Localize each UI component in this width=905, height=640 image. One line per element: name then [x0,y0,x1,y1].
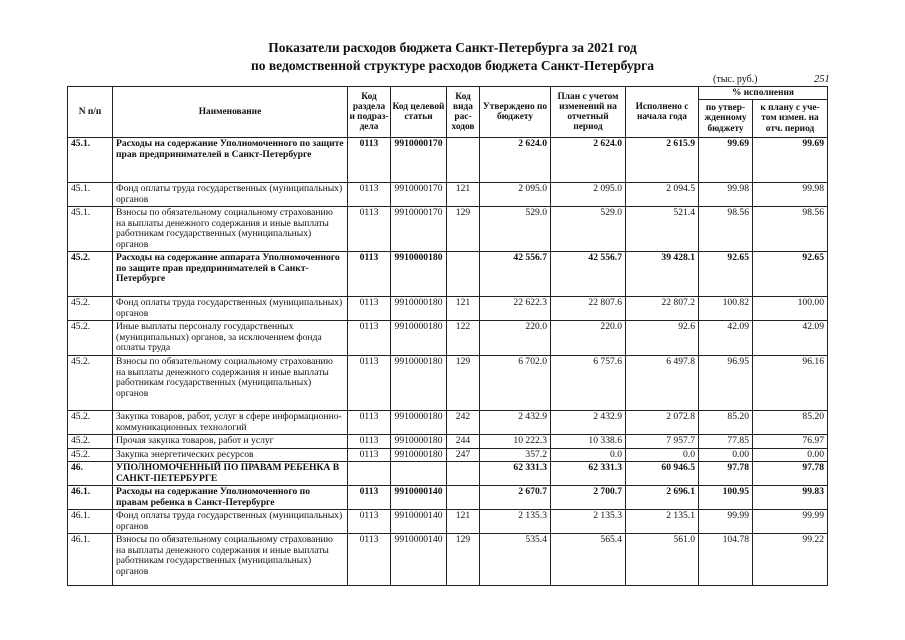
cell-target-code: 9910000180 [391,297,447,321]
page-number: 251 [814,74,830,85]
cell-pct-plan: 97.78 [753,462,828,486]
cell-section-code: 0113 [348,356,391,411]
cell-n: 45.2. [68,411,113,435]
cell-plan: 42 556.7 [551,252,626,297]
cell-pct-plan: 76.97 [753,435,828,449]
cell-type-code: 247 [447,448,480,462]
cell-name: Фонд оплаты труда государственных (муниципальных) органов [113,297,348,321]
cell-name: Иные выплаты персоналу государственных (муниципальных) органов, за исключением фонда оплаты труда [113,321,348,356]
cell-n: 45.1. [68,183,113,207]
cell-pct-budget: 42.09 [699,321,753,356]
cell-target-code: 9910000140 [391,510,447,534]
cell-pct-plan: 0.00 [753,448,828,462]
header-pct-budget: по утвер-жденному бюджету [699,100,753,138]
table-row [68,207,828,252]
cell-section-code: 0113 [348,252,391,297]
cell-executed: 0.0 [626,448,699,462]
cell-section-code: 0113 [348,297,391,321]
cell-type-code: 121 [447,183,480,207]
cell-n: 45.1. [68,207,113,252]
cell-executed: 521.4 [626,207,699,252]
cell-section-code: 0113 [348,510,391,534]
cell-section-code: 0113 [348,486,391,510]
cell-pct-budget: 99.99 [699,510,753,534]
table-body [68,138,828,586]
cell-section-code [348,462,391,486]
cell-type-code: 121 [447,297,480,321]
table-row [68,321,828,356]
cell-section-code: 0113 [348,321,391,356]
header-plan: План с учетом изменений на отчетный период [551,87,626,138]
header-target-code: Код целевой статьи [391,87,447,138]
cell-name: Взносы по обязательному социальному страхованию на выплаты денежного содержания и иные выплаты работникам государственных (муниципальных) органов [113,207,348,252]
cell-executed: 22 807.2 [626,297,699,321]
cell-plan: 2 095.0 [551,183,626,207]
header-n: N п/п [68,87,113,138]
table-row [68,411,828,435]
cell-target-code: 9910000170 [391,183,447,207]
cell-target-code: 9910000180 [391,435,447,449]
header-executed: Исполнено с начала года [626,87,699,138]
cell-n: 46.1. [68,534,113,586]
cell-approved: 42 556.7 [480,252,551,297]
cell-target-code: 9910000180 [391,411,447,435]
cell-pct-plan: 85.20 [753,411,828,435]
cell-plan: 10 338.6 [551,435,626,449]
table-row [68,297,828,321]
cell-pct-plan: 98.56 [753,207,828,252]
cell-pct-budget: 104.78 [699,534,753,586]
cell-name: Прочая закупка товаров, работ и услуг [113,435,348,449]
cell-n: 46.1. [68,486,113,510]
cell-executed: 6 497.8 [626,356,699,411]
cell-pct-budget: 96.95 [699,356,753,411]
cell-approved: 2 670.7 [480,486,551,510]
report-title: Показатели расходов бюджета Санкт-Петербурга за 2021 год [268,40,637,55]
header-type-code: Код вида рас-ходов [447,87,480,138]
cell-plan: 529.0 [551,207,626,252]
cell-name: Фонд оплаты труда государственных (муниципальных) органов [113,510,348,534]
cell-target-code: 9910000180 [391,321,447,356]
table-row [68,435,828,449]
table-row [68,138,828,183]
cell-target-code: 9910000140 [391,534,447,586]
cell-plan: 2 624.0 [551,138,626,183]
cell-plan: 22 807.6 [551,297,626,321]
cell-name: Взносы по обязательному социальному страхованию на выплаты денежного содержания и иные выплаты работникам государственных (муниципальных) органов [113,534,348,586]
header-pct-group: % исполнения [699,87,828,100]
cell-target-code: 9910000180 [391,448,447,462]
cell-n: 45.2. [68,321,113,356]
cell-type-code [447,138,480,183]
cell-executed: 2 135.1 [626,510,699,534]
cell-plan: 0.0 [551,448,626,462]
cell-section-code: 0113 [348,207,391,252]
cell-approved: 2 432.9 [480,411,551,435]
cell-n: 46.1. [68,510,113,534]
cell-type-code: 122 [447,321,480,356]
cell-name: Взносы по обязательному социальному страхованию на выплаты денежного содержания и иные выплаты работникам государственных (муниципальных) органов [113,356,348,411]
cell-n: 45.2. [68,448,113,462]
cell-pct-plan: 92.65 [753,252,828,297]
cell-pct-plan: 99.98 [753,183,828,207]
cell-pct-plan: 99.83 [753,486,828,510]
cell-section-code: 0113 [348,411,391,435]
cell-approved: 529.0 [480,207,551,252]
cell-pct-plan: 99.69 [753,138,828,183]
cell-target-code: 9910000170 [391,207,447,252]
header-section-code: Код раздела и подраз-дела [348,87,391,138]
cell-approved: 6 702.0 [480,356,551,411]
table-row [68,448,828,462]
cell-plan: 2 135.3 [551,510,626,534]
header-name: Наименование [113,87,348,138]
cell-name: Расходы на содержание Уполномоченного по правам ребенка в Санкт-Петербурге [113,486,348,510]
cell-approved: 10 222.3 [480,435,551,449]
cell-approved: 220.0 [480,321,551,356]
cell-type-code: 121 [447,510,480,534]
cell-type-code: 129 [447,207,480,252]
cell-plan: 2 700.7 [551,486,626,510]
cell-approved: 2 095.0 [480,183,551,207]
table-row [68,183,828,207]
header-pct-plan: к плану с уче-том измен. на отч. период [753,100,828,138]
cell-type-code: 244 [447,435,480,449]
cell-type-code: 242 [447,411,480,435]
cell-approved: 2 135.3 [480,510,551,534]
cell-pct-budget: 97.78 [699,462,753,486]
cell-plan: 220.0 [551,321,626,356]
cell-name: УПОЛНОМОЧЕННЫЙ ПО ПРАВАМ РЕБЕНКА В САНКТ-ПЕТЕРБУРГЕ [113,462,348,486]
cell-pct-budget: 0.00 [699,448,753,462]
cell-section-code: 0113 [348,448,391,462]
expenditure-table [67,86,828,586]
cell-target-code: 9910000170 [391,138,447,183]
cell-type-code: 129 [447,356,480,411]
cell-pct-budget: 77.85 [699,435,753,449]
cell-type-code [447,252,480,297]
table-header [68,87,828,138]
cell-pct-budget: 92.65 [699,252,753,297]
report-subtitle: по ведомственной структуре расходов бюджета Санкт-Петербурга [250,58,655,73]
cell-type-code [447,486,480,510]
cell-executed: 2 696.1 [626,486,699,510]
cell-executed: 92.6 [626,321,699,356]
cell-name: Закупка товаров, работ, услуг в сфере информационно-коммуникационных технологий [113,411,348,435]
cell-pct-plan: 96.16 [753,356,828,411]
cell-executed: 2 094.5 [626,183,699,207]
cell-section-code: 0113 [348,138,391,183]
cell-n: 45.2. [68,252,113,297]
cell-approved: 535.4 [480,534,551,586]
cell-executed: 60 946.5 [626,462,699,486]
cell-target-code [391,462,447,486]
cell-executed: 39 428.1 [626,252,699,297]
cell-pct-plan: 99.99 [753,510,828,534]
table-row [68,462,828,486]
cell-section-code: 0113 [348,435,391,449]
cell-section-code: 0113 [348,534,391,586]
cell-executed: 7 957.7 [626,435,699,449]
cell-pct-plan: 100.00 [753,297,828,321]
table-row [68,510,828,534]
cell-n: 45.1. [68,138,113,183]
cell-type-code: 129 [447,534,480,586]
cell-plan: 6 757.6 [551,356,626,411]
cell-executed: 2 072.8 [626,411,699,435]
table-row [68,534,828,586]
cell-pct-budget: 99.69 [699,138,753,183]
cell-n: 45.2. [68,356,113,411]
cell-approved: 2 624.0 [480,138,551,183]
cell-approved: 22 622.3 [480,297,551,321]
cell-n: 45.2. [68,297,113,321]
cell-pct-plan: 99.22 [753,534,828,586]
cell-target-code: 9910000140 [391,486,447,510]
cell-pct-plan: 42.09 [753,321,828,356]
cell-name: Расходы на содержание Уполномоченного по защите прав предпринимателей в Санкт-Петербурге [113,138,348,183]
cell-approved: 62 331.3 [480,462,551,486]
cell-name: Фонд оплаты труда государственных (муниципальных) органов [113,183,348,207]
cell-type-code [447,462,480,486]
cell-name: Закупка энергетических ресурсов [113,448,348,462]
cell-name: Расходы на содержание аппарата Уполномоченного по защите прав предпринимателей в Санкт-Петербурге [113,252,348,297]
cell-plan: 565.4 [551,534,626,586]
cell-target-code: 9910000180 [391,356,447,411]
cell-section-code: 0113 [348,183,391,207]
cell-pct-budget: 100.95 [699,486,753,510]
units-label: (тыс. руб.) [713,74,758,85]
header-approved: Утверждено по бюджету [480,87,551,138]
cell-executed: 561.0 [626,534,699,586]
cell-executed: 2 615.9 [626,138,699,183]
cell-plan: 2 432.9 [551,411,626,435]
cell-n: 45.2. [68,435,113,449]
cell-pct-budget: 85.20 [699,411,753,435]
cell-target-code: 9910000180 [391,252,447,297]
table-row [68,486,828,510]
cell-approved: 357.2 [480,448,551,462]
cell-n: 46. [68,462,113,486]
table-row [68,252,828,297]
table-row [68,356,828,411]
cell-pct-budget: 100.82 [699,297,753,321]
cell-pct-budget: 99.98 [699,183,753,207]
cell-pct-budget: 98.56 [699,207,753,252]
cell-plan: 62 331.3 [551,462,626,486]
